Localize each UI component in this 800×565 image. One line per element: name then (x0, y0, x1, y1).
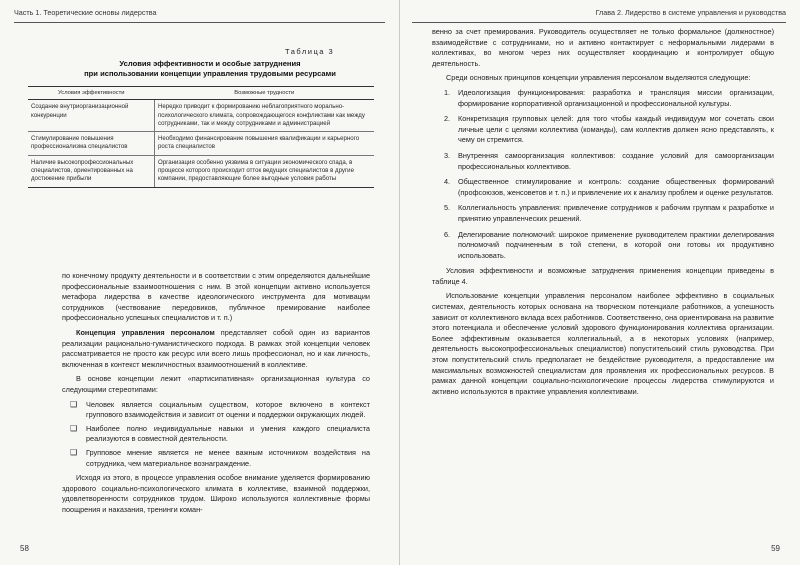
table-row (28, 132, 374, 156)
paragraph: венно за счет премирования. Руководитель осуществляет не только формальное (должностное) взаимодействие с сотрудниками, но и активно контактирует с неформальными лидерами в коллективах, во многом через них осуществляет координацию и контролирует общую деятельность. (432, 27, 774, 68)
paragraph: Среди основных принципов концепции управления персоналом выделяются следующие: (446, 73, 751, 83)
left-body-text (62, 271, 370, 519)
paragraph: Использование концепции управления персоналом наиболее эффективно в социальных системах, деятельность которых основана на творческом потенциале работников, а успешность зависит от коллективного вклада всех работников. Соответственно, она ориентирована на развитие этого потенциала и обеспечение условий здорового функционирования коллектива организации. Более эффективным оказывается коллегиальный, а в некоторых условиях (например, деятельность высокопрофессиональных специалистов) попустительский стиль руководства. При этом попустительский стиль предполагает не бездействие руководителя, а предоставление им максимальных возможностей специалистам для проявления их профессиональных ресурсов. В рамках данной концепции социально-психологические процессы лидерства стимулируются и активно используются в практике управления коллективами. (432, 291, 774, 396)
table-row (28, 100, 374, 132)
list-item: 3. Внутренняя самоорганизация коллективов: создание условий для самоорганизации профессиональных коллективов. (444, 150, 774, 171)
checkbox-bullet-icon: ❑ (70, 447, 78, 457)
table-cell: Наличие высокопрофессиональных специалистов, ориентированных на достижение прибыли (28, 155, 155, 187)
list-item: 2. Конкретизация групповых целей: для того чтобы каждый индивидуум мог сочетать свои личные цели с целями коллектива (команды), сам коллектив должен ясно представлять, к чему он стремится. (444, 114, 774, 145)
table-header-row (28, 87, 374, 100)
right-body-text (432, 27, 774, 401)
table-title-line-1: Условия эффективности и особые затруднения (119, 59, 301, 68)
paragraph: Условия эффективности и возможные затруднения применения концепции приведены в таблице 4. (432, 266, 774, 286)
bullet-list (62, 400, 370, 470)
table-row (28, 155, 374, 187)
page-number: 58 (20, 544, 29, 553)
list-item: 4. Общественное стимулирование и контроль: создание общественных формирований (профсоюзов, женсоветов и т. п.) и привлечение их к анализу проблем и оценке результатов. (444, 177, 774, 197)
table-cell: Нередко приводит к формированию неблагоприятного морально-психологического климата, сопровождающегося конфликтами как между сотрудниками, так и между сотрудниками и администрацией (155, 100, 375, 132)
list-item: ❑ Человек является социальным существом, которое включено в контекст группового взаимодействия и зависит от оценки и поддержки окружающих людей. (70, 399, 370, 420)
table-cell: Создание внутриорганизационной конкуренции (28, 100, 155, 132)
table-title-line-2: при использовании концепции управления трудовыми ресурсами (84, 69, 336, 78)
table-label: Таблица 3 (285, 47, 335, 56)
paragraph: В основе концепции лежит «партисипативная» организационная культура со следующими стереотипами: (62, 374, 370, 394)
header-rule (14, 22, 385, 23)
column-header: Возможные трудности (155, 87, 375, 100)
paragraph: Исходя из этого, в процессе управления особое внимание уделяется формированию здорового социально-психологического климата в коллективе, взаимной поддержки, удовлетворенности сотрудников трудом. Широко используются коллективные формы поощрения и наказания, тренинги коман- (62, 473, 370, 514)
list-item: 6. Делегирование полномочий: широкое применение руководителем практики делегирования полномочий подчиненным в той степени, в которой они готовы их продуктивно использовать. (444, 229, 774, 260)
paragraph: Концепция управления персоналом представляет собой один из вариантов реализации рационально-гуманистического подхода. В рамках этой концепции человек рассматривается не просто как ресурс или всего лишь профессионал, но и как личность, включенная в контекст межличностных взаимоотношений в коллективе. (62, 327, 370, 369)
right-page (400, 0, 800, 565)
paragraph: по конечному продукту деятельности и в соответствии с этим определяются дальнейшие профессиональные взаимоотношения с ним. В этой концепции активно используется метафора лидерства в качестве идеологического инструмента для мотивации сотрудников (чествование передовиков, публичное премирование наиболее профессионально успешных специалистов и т. п.) (62, 271, 370, 323)
checkbox-bullet-icon: ❑ (70, 423, 78, 433)
list-item: ❑ Наиболее полно индивидуальные навыки и умения каждого специалиста реализуются в совместной деятельности. (70, 423, 370, 444)
table-cell: Необходимо финансирование повышения квалификации и карьерного роста специалистов (155, 132, 375, 156)
checkbox-bullet-icon: ❑ (70, 399, 78, 409)
header-rule (412, 22, 786, 23)
list-item: 1. Идеологизация функционирования: разработка и трансляция миссии организации, формирование корпоративной организационной и профессиональной культуры. (444, 87, 774, 108)
running-head: Глава 2. Лидерство в системе управления и руководства (595, 8, 786, 17)
list-item: 5. Коллегиальность управления: привлечение сотрудников к рабочим группам к разработке и принятию управленческих решений. (444, 203, 774, 223)
column-header: Условия эффективности (28, 87, 155, 100)
table-title (60, 59, 360, 79)
list-item: ❑ Групповое мнение является не менее важным источником воздействия на сотрудника, чем материальное вознаграждение. (70, 447, 370, 468)
conditions-table (28, 86, 374, 188)
table-cell: Организация особенно уязвима в ситуации экономического спада, в процессе которого происходит отток ведущих специалистов в другие компании, предоставляющие более выгодные условия работы (155, 155, 375, 187)
table-cell: Стимулирование повышения профессионализма специалистов (28, 132, 155, 156)
bold-term: Концепция управления персоналом (76, 327, 215, 337)
running-head: Часть 1. Теоретические основы лидерства (14, 8, 157, 17)
page-number: 59 (771, 544, 780, 553)
numbered-list (432, 88, 774, 261)
